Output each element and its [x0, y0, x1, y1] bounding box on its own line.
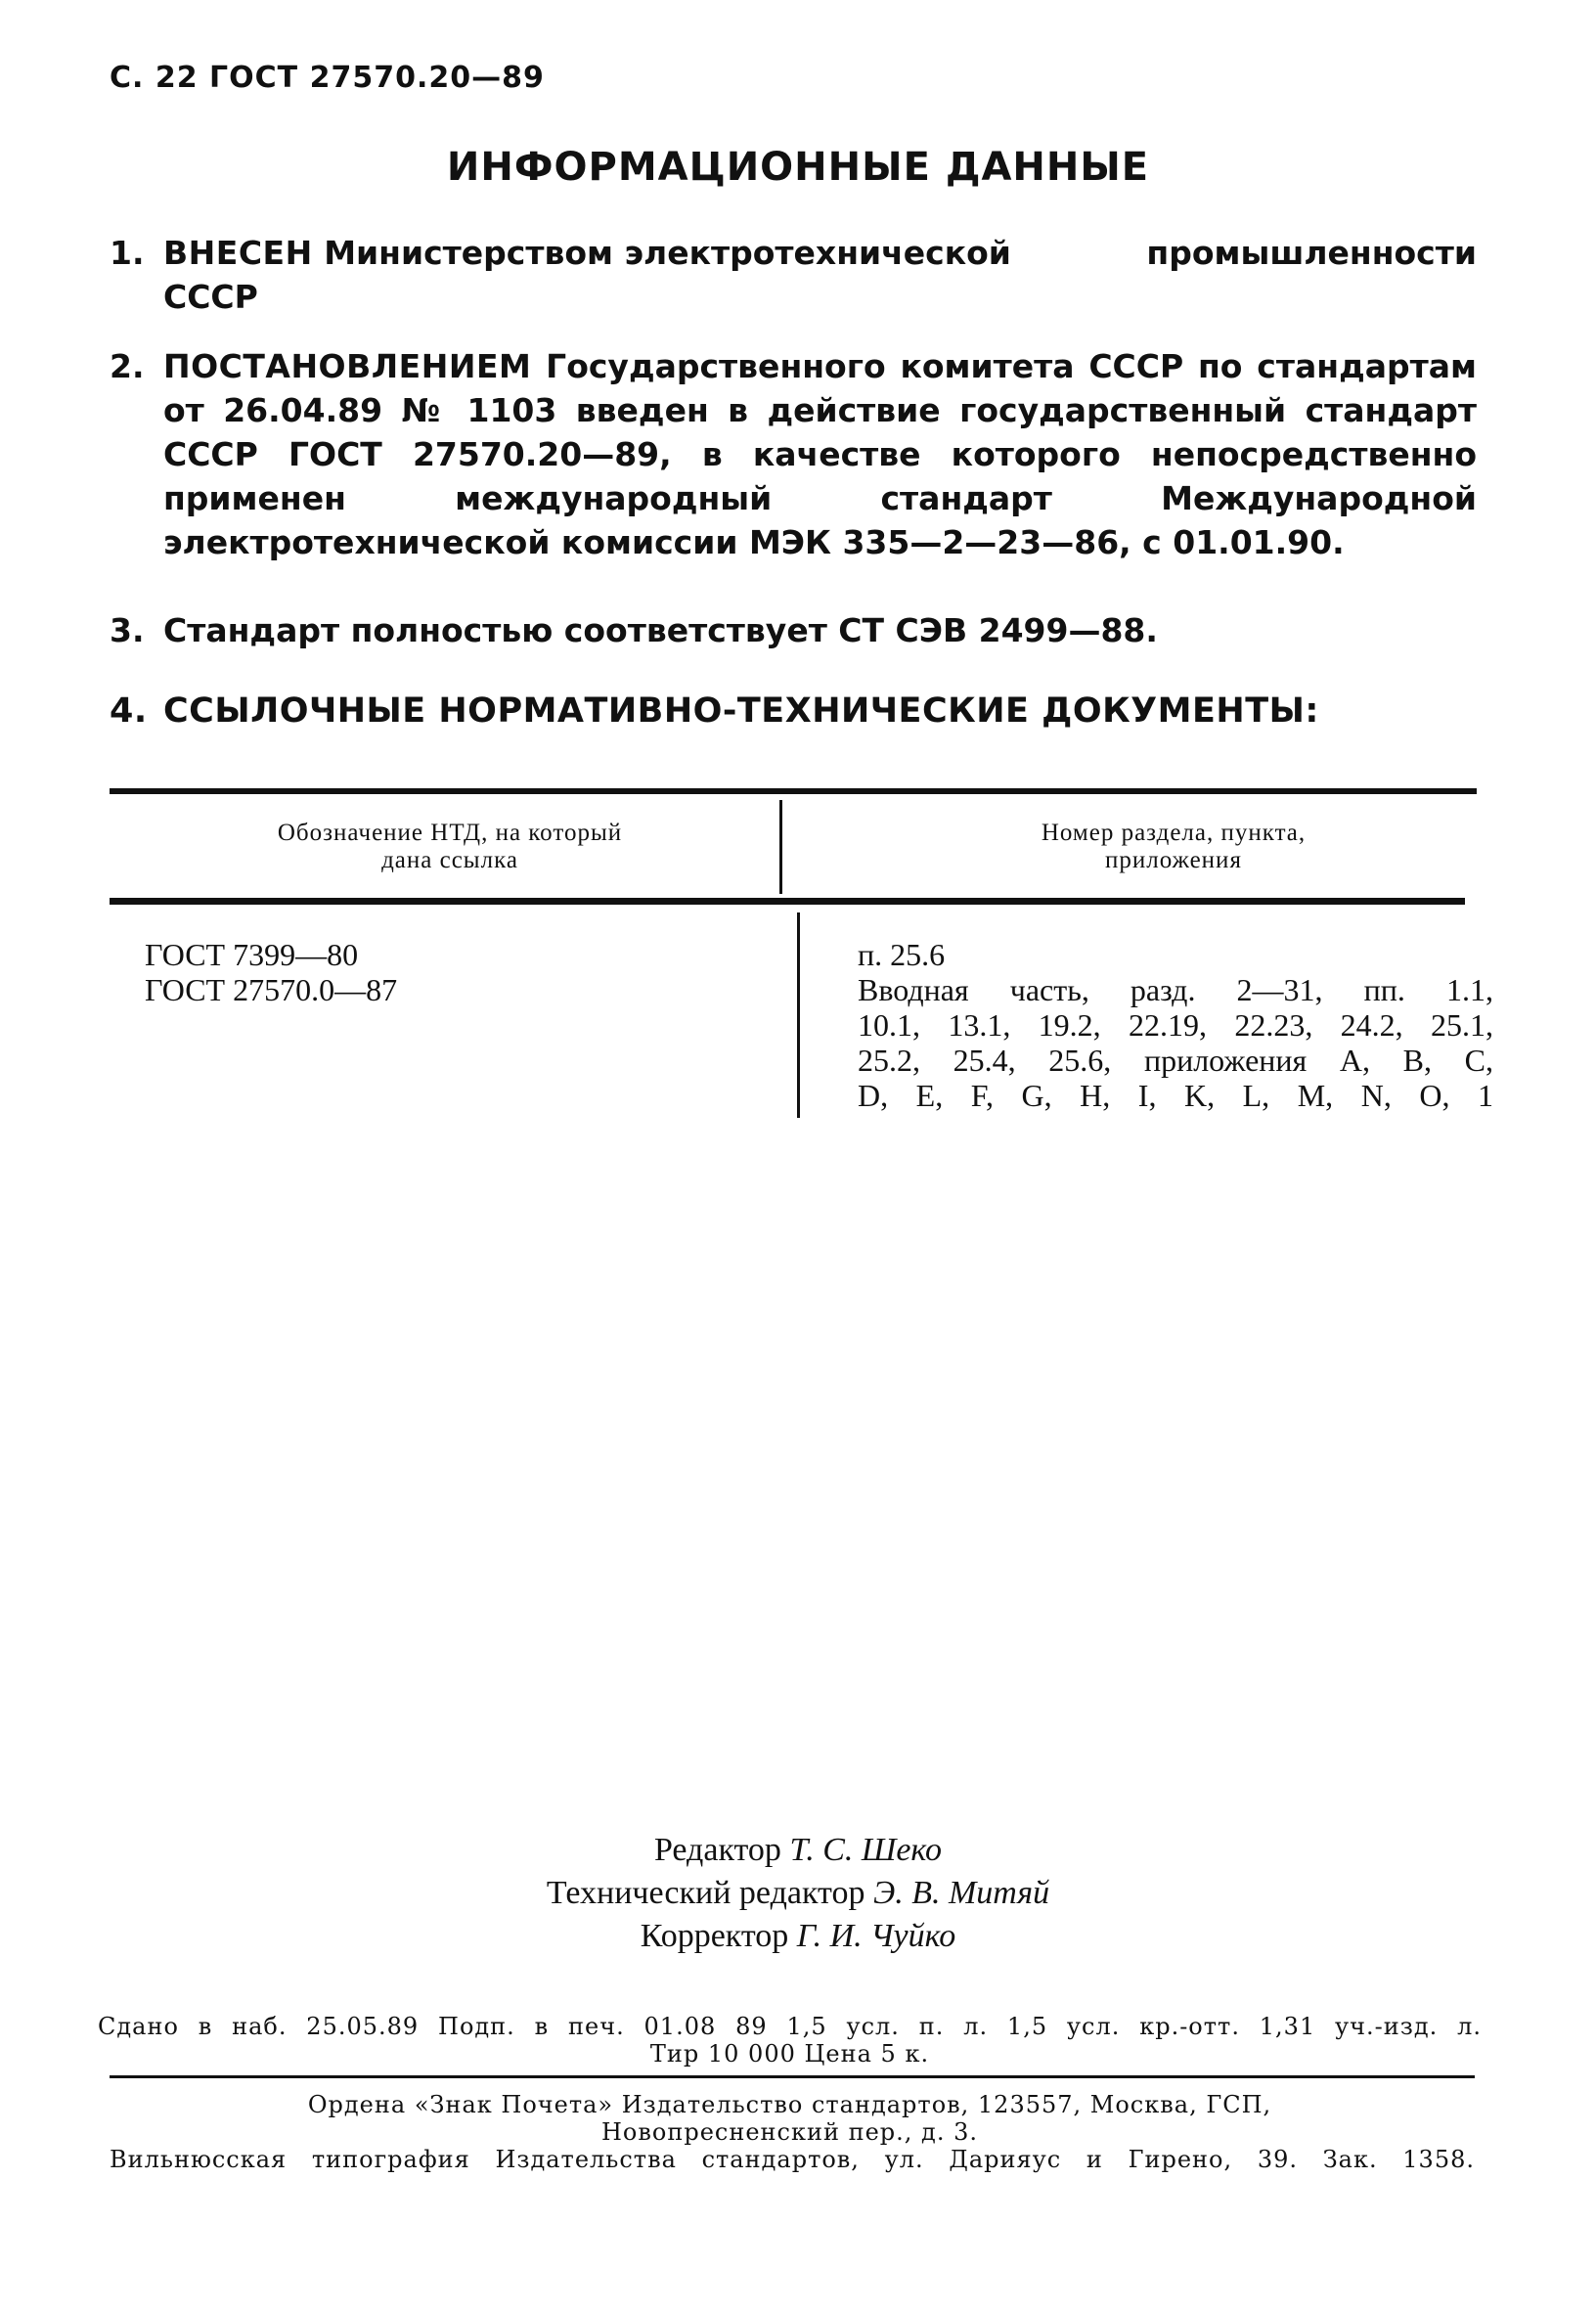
header-line: Обозначение НТД, на который	[277, 820, 623, 846]
printer-line: Вильнюсская типография Издательства стандартов, ул. Дарияус и Гирено, 39. Зак. 1358.	[110, 2146, 1475, 2173]
header-line: приложения	[1105, 847, 1242, 873]
publisher-address: Новопресненский пер., д. 3.	[601, 2118, 978, 2146]
credit-tech-editor	[0, 1872, 1596, 1915]
header-line: дана ссылка	[381, 847, 518, 873]
table-cell-ref: п. 25.6	[858, 937, 946, 972]
item-number: 4.	[110, 691, 148, 731]
table-cell-ref: D, E, F, G, H, I, K, L, M, N, O, 1	[858, 1078, 1493, 1113]
item-number: 1.	[110, 234, 145, 272]
credit-name: Т. С. Шеко	[789, 1832, 943, 1868]
item-text: промышленности	[1146, 234, 1477, 272]
credit-label: Корректор	[640, 1918, 789, 1954]
credit-label: Редактор	[653, 1832, 781, 1868]
table-cell-ref: 10.1, 13.1, 19.2, 22.19, 22.23, 24.2, 25.1,	[858, 1007, 1493, 1043]
item-text: СССР	[163, 278, 258, 316]
table-cell-doc: ГОСТ 27570.0—87	[145, 972, 398, 1007]
header-line: Номер раздела, пункта,	[1041, 820, 1307, 846]
credit-name: Г. И. Чуйко	[796, 1918, 956, 1954]
table-cell-doc: ГОСТ 7399—80	[145, 937, 359, 972]
item-number: 2.	[110, 347, 145, 385]
credit-label: Технический редактор	[546, 1875, 865, 1911]
item-text: Государственного комитета СССР по стандартам от 26.04.89 № 1103 введен в действие государственный стандарт СССР ГОСТ 27570.20—89, в качестве которого непосредственно применен международный стандарт Международной электротехнической комиссии МЭК 335—2—23—86, с 01.01.90.	[163, 347, 1477, 561]
info-item-3	[110, 608, 1477, 652]
table-header-section	[939, 820, 1408, 874]
imprint-line: Тир 10 000 Цена 5 к.	[649, 2040, 930, 2068]
credit-name: Э. В. Митяй	[872, 1875, 1050, 1911]
publisher-line: Ордена «Знак Почета» Издательство стандартов, 123557, Москва, ГСП,	[307, 2091, 1272, 2118]
table-header-rule	[110, 898, 1465, 905]
item-text: Стандарт полностью соответствует СТ СЭВ 2499—88.	[163, 611, 1158, 649]
imprint-rule	[110, 2075, 1475, 2078]
imprint-line: Сдано в наб. 25.05.89 Подп. в печ. 01.08 89 1,5 усл. п. л. 1,5 усл. кр.-отт. 1,31 уч.-изд. л.	[98, 2013, 1482, 2040]
item-number: 3.	[110, 611, 145, 649]
table-column-documents	[145, 937, 397, 1007]
column-divider	[779, 800, 782, 894]
info-item-4	[110, 689, 1477, 734]
item-lead: ПОСТАНОВЛЕНИЕМ	[163, 347, 532, 385]
info-item-1	[110, 231, 1477, 319]
table-column-references	[858, 937, 1493, 1113]
item-text: Министерством электротехнической	[324, 234, 1011, 272]
table-top-rule	[110, 788, 1477, 794]
table-cell-ref: 25.2, 25.4, 25.6, приложения A, B, C,	[858, 1043, 1493, 1078]
document-title: ИНФОРМАЦИОННЫЕ ДАННЫЕ	[446, 145, 1150, 190]
info-item-2	[110, 344, 1477, 564]
page-header: С. 22 ГОСТ 27570.20—89	[110, 61, 545, 95]
column-divider	[797, 912, 800, 1118]
credit-corrector	[0, 1915, 1596, 1958]
table-header-document	[205, 820, 694, 874]
item-lead: ВНЕСЕН	[163, 234, 313, 272]
item-text: ССЫЛОЧНЫЕ НОРМАТИВНО-ТЕХНИЧЕСКИЕ ДОКУМЕНТЫ:	[163, 691, 1319, 731]
credit-editor	[0, 1829, 1596, 1872]
table-cell-ref: Вводная часть, разд. 2—31, пп. 1.1,	[858, 972, 1493, 1007]
